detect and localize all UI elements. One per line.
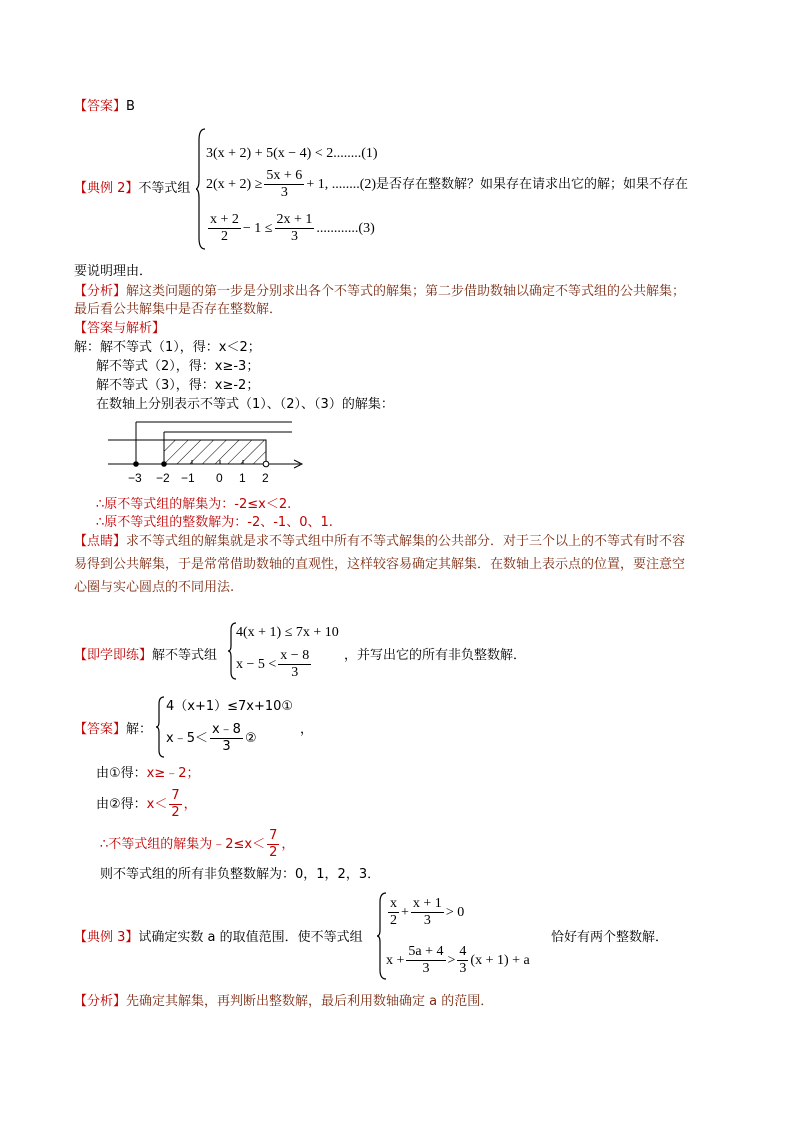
answer-label: 【答案】 <box>74 99 127 114</box>
answer-2-eq2 <box>166 722 257 755</box>
ex3-eq1-n2: x + 1 <box>412 896 442 911</box>
from2-end: ， <box>183 796 197 812</box>
set-den: 2 <box>269 845 278 860</box>
tick-label: −2 <box>156 471 170 485</box>
system-brace-3 <box>156 696 165 758</box>
ex3-eq2-frac2 <box>457 944 468 977</box>
eq2-den: 3 <box>280 185 288 200</box>
ex3-eq2-gt: > <box>447 952 456 968</box>
common-solution-region <box>164 440 266 464</box>
answer-2-eq2-mark: ② <box>244 730 257 746</box>
tick-label: 2 <box>262 471 269 485</box>
eq3-right: ............(3) <box>316 220 375 236</box>
practice-eq2-fraction <box>278 648 311 681</box>
answer-2-eq2-den: 3 <box>222 739 231 754</box>
answer-2-comma: ， <box>300 722 314 737</box>
answer-1 <box>74 98 135 116</box>
from2-value: x＜ <box>146 796 168 812</box>
from2-fraction <box>169 788 181 821</box>
practice-lead-text: 解不等式组 <box>152 648 218 663</box>
practice-eq2-left: x − 5 < <box>236 656 277 672</box>
answer-2-set <box>100 828 294 861</box>
from2-num: 7 <box>171 788 180 803</box>
answer-2-eq2-left: x﹣5＜ <box>166 730 208 746</box>
answer-2-eq1: 4（x+1）≤7x+10① <box>166 699 294 714</box>
example-2-eq3 <box>206 212 375 245</box>
solution-1-line1: 解：解不等式（1），得：x＜2； <box>74 340 261 355</box>
example-3-tail: 恰好有两个整数解． <box>551 930 669 945</box>
ex3-eq1-d2: 3 <box>423 913 431 928</box>
eq2-fraction <box>264 168 304 201</box>
tick-label: 0 <box>216 471 223 485</box>
example-3-label: 【典例 3】 <box>74 930 139 945</box>
example-2-label: 【典例 2】 <box>74 181 139 196</box>
example-2-eq2 <box>206 168 688 201</box>
system-brace-1 <box>196 128 206 250</box>
eq3-den2: 3 <box>290 229 298 244</box>
ex3-eq2-n2: 4 <box>459 944 467 959</box>
tip-line3: 心圈与实心圆点的不同用法. <box>74 580 235 595</box>
eq2-right: + 1, ........(2) <box>306 176 377 192</box>
answer-2-eq2-num: x﹣8 <box>211 722 241 737</box>
solution-1-line2: 解不等式（2），得：x≥-3； <box>96 359 260 374</box>
ex3-eq2-right: (x + 1) + a <box>470 952 530 968</box>
ex3-eq1-plus: + <box>401 904 409 920</box>
ex3-eq2-left: x + <box>386 952 405 968</box>
practice-label: 【即学即练】 <box>74 648 153 663</box>
from1-label: 由①得： <box>96 766 147 781</box>
solution-1-label: 【答案与解析】 <box>74 321 166 336</box>
answer-2-result: 则不等式组的所有非负整数解为：0，1，2，3． <box>100 867 381 882</box>
eq3-num1: x + 2 <box>210 212 239 227</box>
set-end: ， <box>281 836 295 852</box>
ex3-eq1-right: > 0 <box>445 904 465 920</box>
ex3-eq1-n1: x <box>390 896 397 911</box>
example-3-lead <box>74 929 363 947</box>
ex3-eq2-d1: 3 <box>422 961 430 976</box>
eq2-num: 5x + 6 <box>266 168 303 183</box>
ex3-eq1-d1: 2 <box>390 913 397 928</box>
solution-1-conclusion-2: ∴原不等式组的整数解为：-2、-1、0、1. <box>96 515 333 530</box>
example-3-eq1 <box>386 896 464 929</box>
practice-tail: ，并写出它的所有非负整数解． <box>344 648 527 663</box>
answer-2-label: 【答案】 <box>74 722 127 737</box>
tick-label: −3 <box>128 471 142 485</box>
answer-2-lead <box>74 721 152 739</box>
solution-1-line3: 解不等式（3），得：x≥-2； <box>96 378 260 393</box>
tick-label: 1 <box>239 471 246 485</box>
analysis-1-label: 【分析】 <box>74 284 127 299</box>
analysis-1-line1: 解这类问题的第一步是分别求出各个不等式的解集；第二步借助数轴以确定不等式组的公共解集； <box>126 284 686 299</box>
ex3-eq1-frac1 <box>388 896 399 929</box>
point-minus-2 <box>161 461 167 467</box>
analysis-1-line2: 最后看公共解集中是否存在整数解． <box>74 302 283 317</box>
set-lead: ∴不等式组的解集为﹣2≤x＜ <box>100 836 266 852</box>
analysis-3 <box>74 993 493 1011</box>
eq3-fraction-2 <box>275 212 315 245</box>
answer-2-eq2-fraction <box>210 722 243 755</box>
example-2-eq1: 3(x + 2) + 5(x − 4) < 2........(1) <box>206 146 378 161</box>
point-minus-3 <box>133 461 139 467</box>
practice-eq2-num: x − 8 <box>280 648 310 663</box>
tip-label: 【点睛】 <box>74 534 127 549</box>
example-3-eq2 <box>386 944 530 977</box>
analysis-1 <box>74 283 685 301</box>
set-num: 7 <box>269 828 278 843</box>
answer-2-from2 <box>96 788 197 821</box>
tip-line2: 易得到公共解集，于是常常借助数轴的直观性，这样较容易确定其解集．在数轴上表示点的位置，要注意空 <box>74 557 686 572</box>
answer-2-from1 <box>96 765 200 783</box>
eq3-den1: 2 <box>220 229 228 244</box>
solution-1-line4: 在数轴上分别表示不等式（1）、（2）、（3）的解集： <box>96 397 394 412</box>
ex3-eq1-frac2 <box>411 896 444 929</box>
from2-label: 由②得： <box>96 796 147 812</box>
analysis-3-label: 【分析】 <box>74 994 127 1009</box>
ex3-eq2-d2: 3 <box>459 961 467 976</box>
example-3-lead-text: 试确定实数 a 的取值范围．使不等式组 <box>138 930 363 945</box>
tip-line1: 求不等式组的解集就是求不等式组中所有不等式解集的公共部分．对于三个以上的不等式有时不容 <box>126 534 686 549</box>
ex3-eq2-frac1 <box>406 944 445 977</box>
practice-lead <box>74 647 217 665</box>
tip <box>74 533 685 551</box>
from1-value: x≥﹣2； <box>146 766 200 781</box>
eq2-left: 2(x + 2) ≥ <box>206 176 263 192</box>
eq3-mid: − 1 ≤ <box>242 220 273 236</box>
practice-eq2 <box>236 648 313 681</box>
example-2-lead <box>74 180 190 198</box>
eq3-fraction-1 <box>208 212 241 245</box>
practice-eq1: 4(x + 1) ≤ 7x + 10 <box>236 625 339 640</box>
answer-value: B <box>126 99 135 114</box>
number-line-figure <box>108 418 308 488</box>
answer-2-lead-text: 解： <box>126 722 153 737</box>
from2-den: 2 <box>171 805 180 820</box>
analysis-3-text: 先确定其解集，再判断出整数解，最后利用数轴确定 a 的范围． <box>126 994 494 1009</box>
tick-label: −1 <box>181 471 195 485</box>
eq3-num2: 2x + 1 <box>276 212 313 227</box>
set-fraction <box>267 828 279 861</box>
point-2-open <box>263 461 269 467</box>
ex3-eq2-n1: 5a + 4 <box>408 944 444 959</box>
example-2-question-2: 要说明理由． <box>74 264 153 279</box>
practice-eq2-den: 3 <box>291 665 299 680</box>
solution-1-conclusion-1: ∴原不等式组的解集为：-2≤x＜2. <box>96 497 292 512</box>
example-2-question: 是否存在整数解？如果存在请求出它的解；如果不存在 <box>376 176 689 192</box>
example-2-lead-text: 不等式组 <box>138 181 191 196</box>
